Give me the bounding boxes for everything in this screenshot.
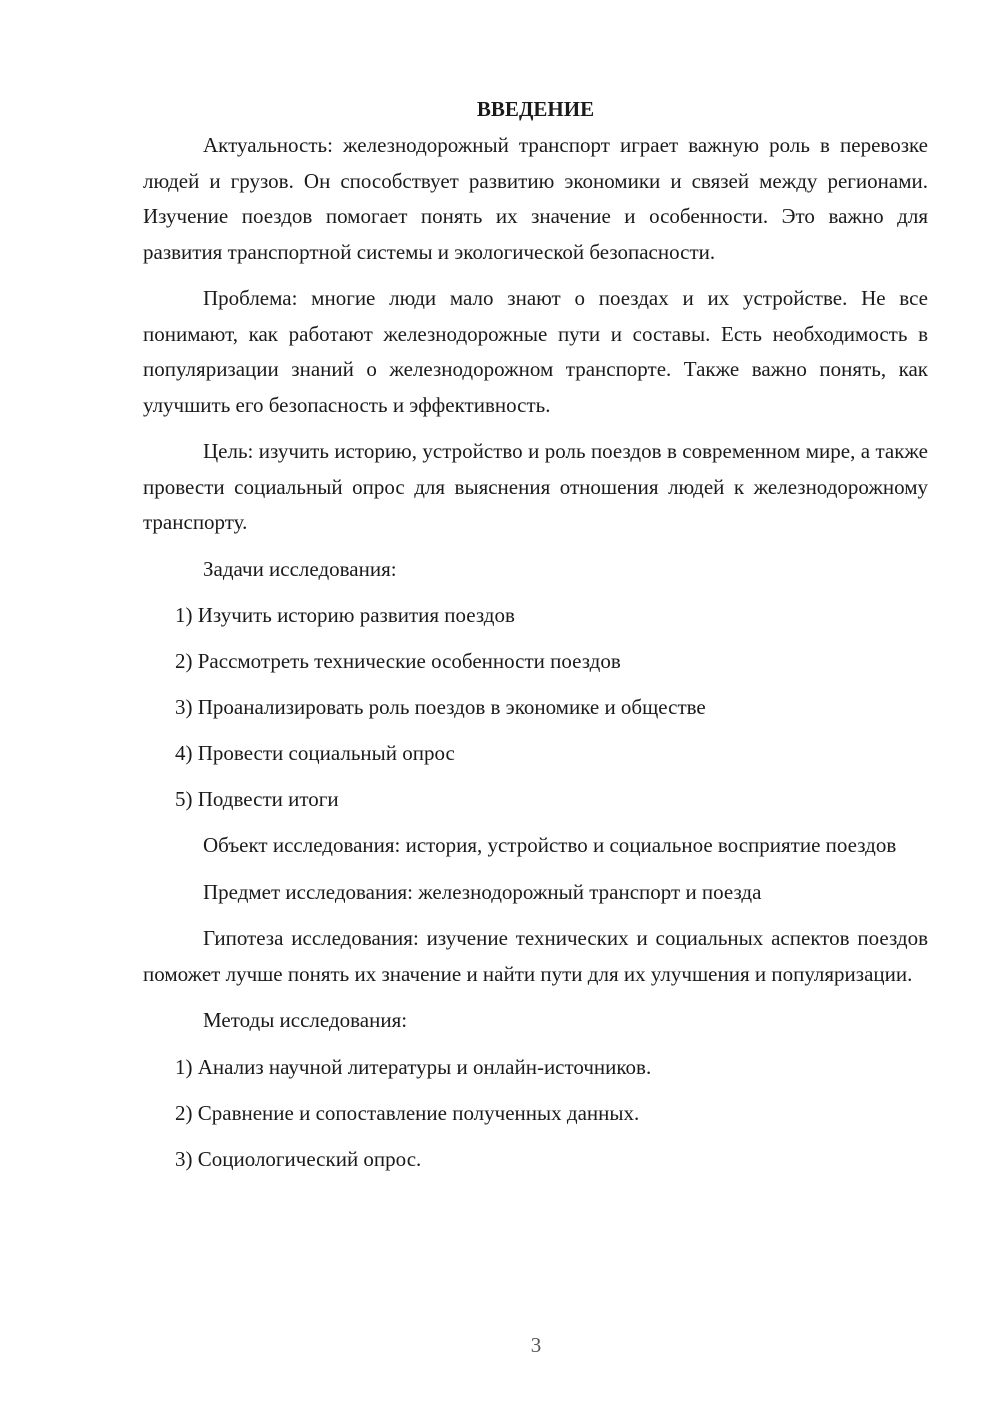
object-paragraph: Объект исследования: история, устройство и социальное восприятие поездов bbox=[203, 833, 897, 857]
tasks-heading: Задачи исследования: bbox=[203, 556, 397, 581]
hypothesis-paragraph: Гипотеза исследования: изучение технических и социальных аспектов поездов поможет лучше понять их значение и найти пути для их улучшения и популяризации. bbox=[143, 926, 928, 986]
methods-list bbox=[143, 1050, 928, 1178]
list-item: 2) Сравнение и сопоставление полученных данных. bbox=[175, 1100, 640, 1125]
list-item: 5) Подвести итоги bbox=[175, 787, 339, 811]
methods-heading: Методы исследования: bbox=[203, 1008, 408, 1032]
goal-paragraph: Цель: изучить историю, устройство и роль поездов в современном мире, а также провести социальный опрос для выяснения отношения людей к железнодорожному транспорту. bbox=[143, 439, 928, 534]
tasks-list bbox=[143, 598, 928, 818]
page-content bbox=[143, 92, 928, 1188]
list-item: 1) Изучить историю развития поездов bbox=[175, 603, 515, 627]
list-item: 1) Анализ научной литературы и онлайн-источников. bbox=[175, 1054, 652, 1079]
page-title: ВВЕДЕНИЕ bbox=[476, 97, 595, 121]
list-item: 3) Социологический опрос. bbox=[175, 1146, 422, 1171]
list-item: 2) Рассмотреть технические особенности поездов bbox=[175, 649, 621, 673]
relevance-paragraph: Актуальность: железнодорожный транспорт играет важную роль в перевозке людей и грузов. Он способствует развитию экономики и связей между регионами. Изучение поездов помогает понять их значение и особенности. Это важно для развития транспортной системы и экологической безопасности. bbox=[143, 133, 928, 264]
subject-paragraph: Предмет исследования: железнодорожный транспорт и поезда bbox=[203, 879, 762, 904]
page-number: 3 bbox=[530, 1333, 542, 1357]
list-item: 4) Провести социальный опрос bbox=[175, 741, 455, 765]
problem-paragraph: Проблема: многие люди мало знают о поездах и их устройстве. Не все понимают, как работают железнодорожные пути и составы. Есть необходимость в популяризации знаний о железнодорожном транспорте. Также важно понять, как улучшить его безопасность и эффективность. bbox=[143, 286, 928, 417]
list-item: 3) Проанализировать роль поездов в экономике и обществе bbox=[175, 695, 706, 719]
